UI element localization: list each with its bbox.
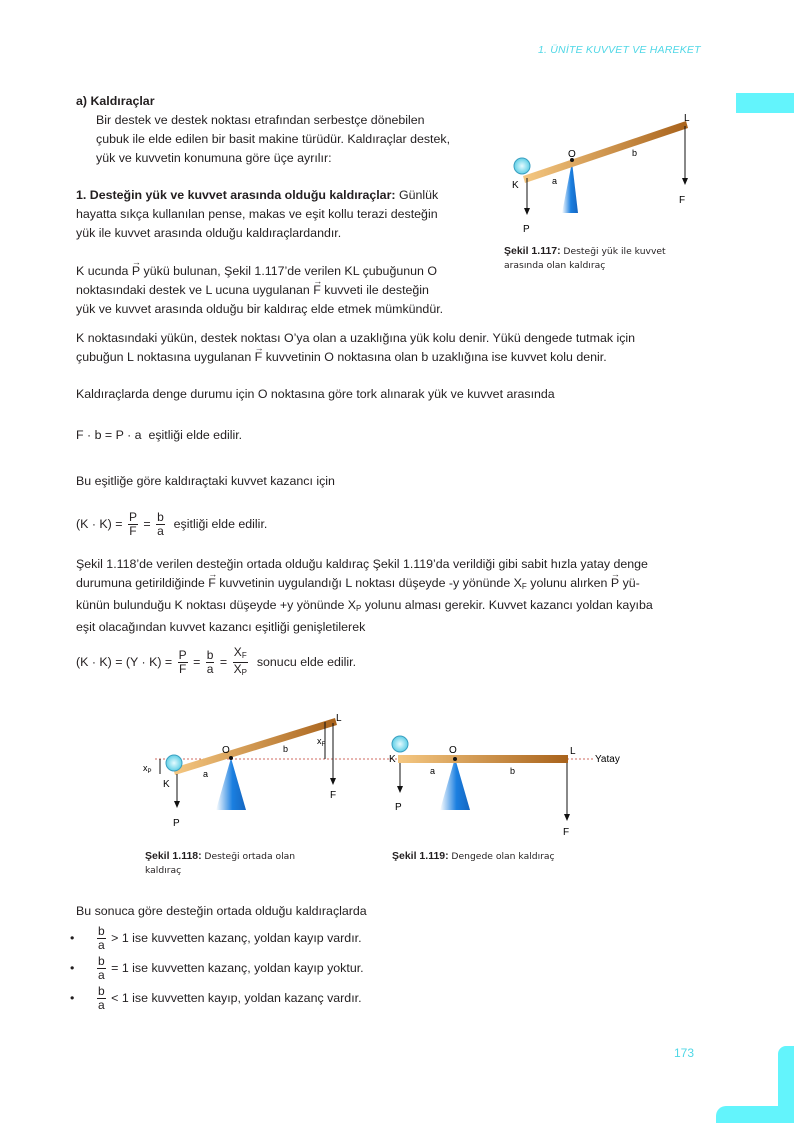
subscript: P xyxy=(356,604,362,613)
fulcrum xyxy=(440,758,470,810)
conclusion-list xyxy=(70,925,570,1015)
text-span: kuvveti ile desteğin xyxy=(324,283,429,297)
text-line: yük ve kuvvet arasında olduğu bir kaldıraç elde etmek mümkündür. xyxy=(76,302,444,316)
fraction-p-over-f xyxy=(178,649,188,676)
label-p: P xyxy=(523,224,530,235)
text-line: Şekil 1.118’de verilen desteğin ortada olduğu kaldıraç Şekil 1.119’da verildiği gibi sabit hızla yatay denge xyxy=(76,557,648,571)
arrowhead xyxy=(330,778,336,785)
subsection-1-title: 1. Desteğin yük ve kuvvet arasında olduğu kaldıraçlar: xyxy=(76,188,396,202)
fraction-b-over-a xyxy=(97,925,106,952)
list-item-text: 1 ise kuvvetten kazanç, yoldan kayıp vardır. xyxy=(121,930,362,945)
caption-text: Desteği yük ile kuvvet xyxy=(563,246,666,257)
text-span: kuvvetinin O noktasına olan b uzaklığına ise kuvvet kolu denir. xyxy=(265,350,607,364)
label-xp: $x_P$ xyxy=(143,763,152,775)
fraction-p-over-f xyxy=(128,511,138,538)
corner-decoration-horizontal xyxy=(716,1106,794,1123)
denominator: X xyxy=(233,662,242,676)
list-item xyxy=(70,985,570,1015)
text-span: durumuna getirildiğinde xyxy=(76,576,205,590)
label-f: F xyxy=(679,195,686,206)
intro-line: yük ve kuvvetin konumuna göre üçe ayrılır: xyxy=(96,151,332,165)
text-span: yükü bulunan, Şekil 1.117’de verilen KL çubuğunun O xyxy=(143,264,437,278)
denominator: a xyxy=(98,938,105,952)
denominator: a xyxy=(98,998,105,1012)
arrowhead xyxy=(682,178,688,185)
label-yatay: Yatay xyxy=(595,754,620,765)
subsection-1-text: Günlük xyxy=(398,188,439,202)
label-b: b xyxy=(510,766,516,776)
bullet: • xyxy=(70,930,75,945)
chapter-tab-marker xyxy=(736,93,794,113)
label-b: b xyxy=(632,148,638,158)
figure-1-118-119-diagram xyxy=(135,708,635,838)
label-p: P xyxy=(395,802,402,813)
label-o: O xyxy=(449,745,457,756)
text-span: çubuğun L noktasına uygulanan xyxy=(76,350,252,364)
label-f: F xyxy=(330,790,337,801)
figure-1-117-diagram xyxy=(500,110,700,240)
numerator: P xyxy=(178,648,187,662)
denominator: a xyxy=(157,524,164,538)
arrowhead xyxy=(397,786,403,793)
bullet: • xyxy=(70,990,75,1005)
text-span: noktasındaki destek ve L ucuna uygulanan xyxy=(76,283,310,297)
numerator: b xyxy=(98,954,105,968)
intro-paragraph xyxy=(96,111,496,168)
label-b: b xyxy=(283,744,289,754)
list-item-text: 1 ise kuvvetten kayıp, yoldan kazanç vardır. xyxy=(121,990,362,1005)
figure-1-118-caption xyxy=(145,849,345,878)
text-span: K ucunda xyxy=(76,264,129,278)
text-line: K noktasındaki yükün, destek noktası O’ya olan a uzaklığına yük kolu denir. Yükü dengede tutmak için xyxy=(76,331,636,345)
arrowhead xyxy=(524,208,530,215)
figure-label: Şekil 1.117: xyxy=(504,245,561,257)
equation-force-gain: (K · K) = $\frac{P}{F}$ = $\frac{b}{a}$ eşitliği elde edilir. xyxy=(76,510,268,538)
paragraph-displacement xyxy=(76,555,716,637)
figure-label: Şekil 1.119: xyxy=(392,850,449,862)
chapter-header: 1. ÜNİTE KUVVET VE HAREKET xyxy=(538,44,701,56)
equation-suffix: sonucu elde edilir. xyxy=(256,654,357,669)
load-ball xyxy=(166,755,182,771)
vector-p-symbol: → P xyxy=(132,262,140,281)
load-ball xyxy=(514,158,530,174)
denominator: a xyxy=(98,968,105,982)
subsection-1-line: hayatta sıkça kullanılan pense, makas ve eşit kollu terazi desteğin xyxy=(76,207,438,221)
load-ball xyxy=(392,736,408,752)
paragraph-conclusion: Bu sonuca göre desteğin ortada olduğu kaldıraçlarda xyxy=(76,904,367,918)
label-k: K xyxy=(389,754,396,765)
intro-line: Bir destek ve destek noktası etrafından serbestçe dönebilen xyxy=(96,113,425,127)
bullet: • xyxy=(70,960,75,975)
fraction-b-over-a xyxy=(97,955,106,982)
numerator: b xyxy=(98,984,105,998)
list-item-text: 1 ise kuvvetten kazanç, yoldan kayıp yoktur. xyxy=(121,960,364,975)
caption-text: Dengede olan kaldıraç xyxy=(451,851,555,862)
text-span: yü- xyxy=(622,576,640,590)
paragraph-gain: Bu eşitliğe göre kaldıraçtaki kuvvet kazancı için xyxy=(76,474,335,488)
text-span: kuvvetinin uygulandığı L noktası düşeyde -y yönünde X xyxy=(219,576,522,590)
lever-rod xyxy=(523,121,688,183)
figure-label: Şekil 1.118: xyxy=(145,850,202,862)
intro-line: çubuk ile elde edilen bir basit makine türüdür. Kaldıraçlar destek, xyxy=(96,132,451,146)
subscript: F xyxy=(241,651,247,660)
label-a: a xyxy=(552,176,558,186)
comparison-operator: < xyxy=(111,990,119,1005)
numerator: b xyxy=(98,924,105,938)
paragraph-kl-rod xyxy=(76,262,486,319)
subscript: P xyxy=(241,668,247,677)
equation-suffix: eşitliği elde edilir. xyxy=(148,428,243,442)
numerator: b xyxy=(206,648,214,662)
fulcrum xyxy=(216,758,246,810)
page-number: 173 xyxy=(674,1046,695,1060)
text-line: eşit olacağından kuvvet kazancı eşitliği genişletilerek xyxy=(76,620,366,634)
list-item xyxy=(70,925,570,955)
label-xf: $x_F$ xyxy=(317,736,326,748)
lever-rod-tilted xyxy=(173,718,337,775)
fraction-b-over-a xyxy=(97,985,106,1012)
equation-lhs: (K · K) = (Y · K) = xyxy=(76,654,173,669)
label-k: K xyxy=(163,779,170,790)
equation-expression: F · b = P · a xyxy=(76,428,142,442)
caption-text: arasında olan kaldıraç xyxy=(504,260,606,271)
pivot-point xyxy=(229,756,233,760)
label-o: O xyxy=(222,745,230,756)
caption-text: Desteği ortada olan xyxy=(204,851,296,862)
label-l: L xyxy=(570,746,576,757)
paragraph-arms xyxy=(76,329,716,367)
text-span: künün bulunduğu K noktası düşeyde +y yönünde X xyxy=(76,598,357,612)
label-l: L xyxy=(336,713,342,724)
subsection-1 xyxy=(76,186,486,243)
figure-1-117-caption xyxy=(504,244,704,273)
vector-f-symbol: → F xyxy=(255,348,263,367)
paragraph-torque: Kaldıraçlarda denge durumu için O noktasına göre tork alınarak yük ve kuvvet arasında xyxy=(76,387,555,401)
equation-torque-balance xyxy=(76,428,242,442)
label-a: a xyxy=(430,766,436,776)
label-k: K xyxy=(512,180,519,191)
vector-p-symbol: → P xyxy=(611,574,619,593)
comparison-operator: > xyxy=(111,930,119,945)
fraction-xf-over-xp xyxy=(233,646,248,679)
denominator: F xyxy=(129,524,137,538)
label-l: L xyxy=(684,113,690,124)
subscript: F xyxy=(521,582,527,591)
pivot-point xyxy=(453,757,457,761)
denominator: F xyxy=(178,662,187,676)
figure-1-119-caption xyxy=(392,849,612,864)
list-item xyxy=(70,955,570,985)
label-p: P xyxy=(173,818,180,829)
numerator: b xyxy=(157,510,164,524)
vector-f-symbol: → F xyxy=(208,574,216,593)
equation-work-balance: (K · K) = (Y · K) = $\frac{P}{F}$ = $\frac{b}{a}$ = $\frac{X_F}{X_P}$ sonucu elde edilir. xyxy=(76,645,357,677)
fraction-b-over-a xyxy=(206,649,215,676)
fraction-b-over-a xyxy=(156,511,165,538)
denominator: a xyxy=(206,662,214,676)
equation-suffix: eşitliği elde edilir. xyxy=(173,516,268,531)
label-a: a xyxy=(203,769,209,779)
comparison-operator: = xyxy=(111,960,119,975)
label-f: F xyxy=(563,827,570,838)
text-span: yolunu alması gerekir. Kuvvet kazancı yoldan kayıba xyxy=(364,598,653,612)
equation-lhs: (K · K) = xyxy=(76,516,123,531)
vector-f-symbol: → F xyxy=(313,281,321,300)
subsection-1-line: yük ile kuvvet arasında olduğu kaldıraçlardandır. xyxy=(76,226,342,240)
label-o: O xyxy=(568,149,576,160)
text-span: yolunu alırken xyxy=(530,576,608,590)
arrowhead xyxy=(564,814,570,821)
arrowhead xyxy=(174,801,180,808)
lever-rod-horizontal xyxy=(398,755,568,763)
caption-text: kaldıraç xyxy=(145,865,182,876)
numerator: P xyxy=(128,510,137,524)
numerator: X xyxy=(233,645,242,659)
section-heading: a) Kaldıraçlar xyxy=(76,94,155,108)
